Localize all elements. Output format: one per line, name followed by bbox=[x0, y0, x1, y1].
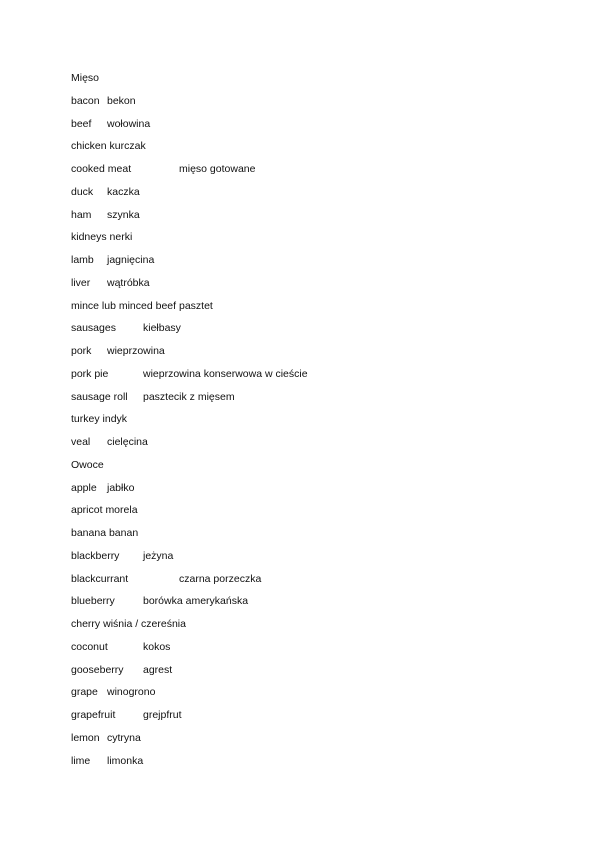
vocab-entry bbox=[71, 117, 551, 140]
english-term: chicken bbox=[71, 140, 107, 153]
vocab-entry bbox=[71, 572, 551, 595]
polish-translation: pasztet bbox=[178, 299, 213, 312]
vocab-entry bbox=[71, 481, 551, 504]
polish-translation: wieprzowina konserwowa w cieście bbox=[143, 367, 308, 380]
english-term: bacon bbox=[71, 94, 100, 107]
vocab-entry bbox=[71, 526, 551, 549]
english-term: banana bbox=[71, 527, 107, 539]
english-term: lamb bbox=[71, 254, 94, 266]
document-body bbox=[71, 71, 551, 776]
english-term: blueberry bbox=[71, 595, 115, 608]
vocab-entry bbox=[71, 617, 551, 640]
english-term: cooked meat bbox=[71, 163, 132, 175]
english-term: sausages bbox=[71, 322, 116, 335]
vocab-entry bbox=[71, 367, 551, 390]
polish-translation: jabłko bbox=[107, 481, 135, 494]
english-term: grapefruit bbox=[71, 709, 116, 721]
vocab-entry bbox=[71, 708, 551, 731]
english-term: turkey bbox=[71, 413, 100, 426]
english-term: apricot bbox=[71, 504, 103, 517]
polish-translation: cytryna bbox=[107, 731, 141, 744]
polish-translation: wiśnia / czereśnia bbox=[103, 618, 186, 630]
polish-translation: limonka bbox=[107, 754, 144, 767]
vocab-entry bbox=[71, 94, 551, 117]
english-term: pork pie bbox=[71, 367, 109, 380]
english-term: kidneys bbox=[71, 231, 107, 244]
vocab-entry bbox=[71, 162, 551, 185]
english-term: cherry bbox=[71, 618, 101, 630]
vocab-entry bbox=[71, 321, 551, 344]
polish-translation: winogrono bbox=[107, 686, 156, 699]
vocab-entry bbox=[71, 139, 551, 162]
vocab-entry bbox=[71, 253, 551, 276]
polish-translation: pasztecik z mięsem bbox=[143, 390, 235, 403]
english-term: mince lub minced beef bbox=[71, 299, 177, 312]
polish-translation: wołowina bbox=[107, 117, 151, 130]
english-term: blackberry bbox=[71, 549, 120, 562]
english-term: pork bbox=[71, 345, 92, 357]
vocab-entry bbox=[71, 276, 551, 299]
vocab-entry bbox=[71, 344, 551, 367]
english-term: coconut bbox=[71, 640, 108, 653]
english-term: blackcurrant bbox=[71, 572, 129, 585]
vocab-entry bbox=[71, 594, 551, 617]
polish-translation: czarna porzeczka bbox=[179, 572, 262, 585]
polish-translation: banan bbox=[108, 527, 139, 539]
polish-translation: cielęcina bbox=[107, 436, 148, 448]
english-term: grape bbox=[71, 686, 98, 699]
polish-translation: jagnięcina bbox=[107, 254, 155, 266]
vocab-entry bbox=[71, 208, 551, 231]
vocab-entry bbox=[71, 412, 551, 435]
polish-translation: kurczak bbox=[109, 140, 146, 153]
polish-translation: wieprzowina bbox=[107, 345, 165, 357]
polish-translation: agrest bbox=[143, 663, 173, 676]
english-term: apple bbox=[71, 481, 97, 494]
english-term: lemon bbox=[71, 731, 100, 744]
polish-translation: kokos bbox=[143, 640, 171, 653]
polish-translation: wątróbka bbox=[107, 276, 150, 289]
section-heading: Mięso bbox=[71, 72, 100, 84]
vocab-entry bbox=[71, 731, 551, 754]
vocab-entry bbox=[71, 230, 551, 253]
polish-translation: szynka bbox=[107, 208, 140, 221]
vocab-entry bbox=[71, 390, 551, 413]
vocab-entry bbox=[71, 754, 551, 777]
vocab-entry bbox=[71, 435, 551, 458]
vocab-entry bbox=[71, 685, 551, 708]
vocab-entry bbox=[71, 549, 551, 572]
section-heading: Owoce bbox=[71, 458, 104, 471]
polish-translation: mięso gotowane bbox=[179, 163, 256, 175]
polish-translation: nerki bbox=[109, 231, 133, 244]
polish-translation: kaczka bbox=[107, 185, 140, 198]
english-term: gooseberry bbox=[71, 663, 124, 676]
english-term: sausage roll bbox=[71, 390, 128, 403]
english-term: liver bbox=[71, 276, 91, 289]
english-term: beef bbox=[71, 117, 92, 130]
vocab-entry bbox=[71, 503, 551, 526]
polish-translation: jeżyna bbox=[143, 549, 174, 562]
polish-translation: indyk bbox=[102, 413, 128, 426]
polish-translation: borówka amerykańska bbox=[143, 595, 249, 608]
english-term: veal bbox=[71, 436, 91, 448]
english-term: lime bbox=[71, 754, 91, 767]
english-term: ham bbox=[71, 208, 92, 221]
polish-translation: morela bbox=[105, 504, 138, 517]
vocab-entry bbox=[71, 185, 551, 208]
polish-translation: bekon bbox=[107, 94, 136, 107]
vocab-entry bbox=[71, 640, 551, 663]
vocab-entry bbox=[71, 299, 551, 322]
polish-translation: kiełbasy bbox=[143, 322, 181, 335]
english-term: duck bbox=[71, 185, 94, 198]
vocab-entry bbox=[71, 663, 551, 686]
polish-translation: grejpfrut bbox=[143, 709, 182, 721]
